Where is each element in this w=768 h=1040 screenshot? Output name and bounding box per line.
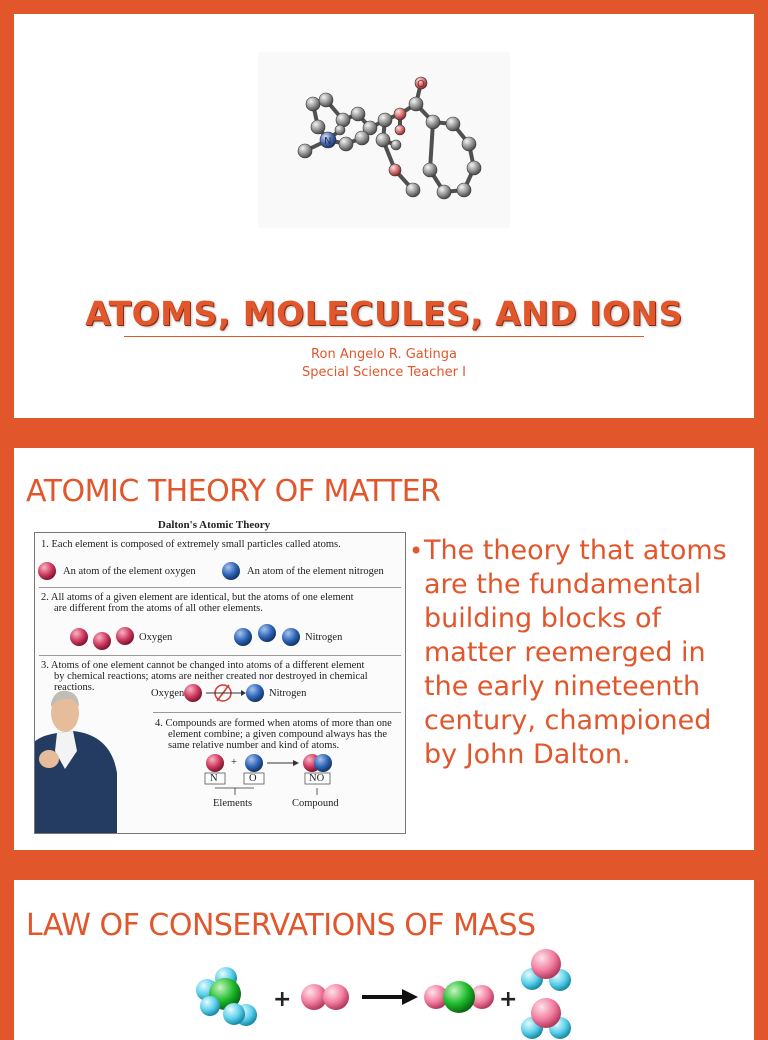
elements-label: Elements: [213, 798, 253, 809]
carbon-dioxide-molecule: [424, 981, 494, 1013]
principle-1-text: 1. Each element is composed of extremely small particles called atoms.: [41, 539, 341, 550]
oxygen-label: Oxygen: [139, 632, 173, 643]
figure-box: [34, 532, 406, 834]
reaction-arrow: [362, 989, 418, 1005]
presentation-title: ATOMS, MOLECULES, AND IONS: [85, 294, 683, 333]
plus-sign: +: [273, 987, 292, 1012]
separator: [39, 587, 401, 588]
principle-3-line-1: 3. Atoms of one element cannot be changed into atoms of a different element: [41, 660, 365, 671]
nitrogen-atom-label: N: [324, 136, 332, 147]
author-name: Ron Angelo R. Gatinga: [311, 347, 457, 362]
nitrogen-atom-caption: An atom of the element nitrogen: [247, 566, 384, 577]
methane-molecule: [196, 967, 257, 1026]
separator: [39, 655, 401, 656]
reaction-diagram: [14, 880, 754, 1040]
n-element-label: N: [210, 773, 218, 784]
slide-title: ATOMIC THEORY OF MATTER: [26, 474, 441, 509]
nitrogen-label: Nitrogen: [305, 632, 343, 643]
title-divider: [124, 336, 644, 337]
compound-label: Compound: [292, 798, 339, 809]
principle-3-line-2: by chemical reactions; atoms are neither created nor destroyed in chemical: [54, 671, 368, 682]
atomic-theory-slide: [14, 448, 754, 850]
principle-4-line-2: element combine; a given compound always has the: [168, 729, 387, 740]
dalton-theory-figure: [20, 518, 408, 848]
title-slide: [14, 14, 754, 418]
conservation-of-mass-slide: [14, 880, 754, 1040]
oxygen-atom-caption: An atom of the element oxygen: [63, 566, 196, 577]
o-element-label: O: [249, 773, 257, 784]
plus-sign: +: [499, 987, 518, 1012]
slide-title: LAW OF CONSERVATIONS OF MASS: [26, 908, 536, 943]
nitrogen-label: Nitrogen: [269, 688, 307, 699]
separator: [153, 712, 401, 713]
bullet-point: [409, 534, 749, 772]
principle-2-line-2: are different from the atoms of all other elements.: [54, 603, 263, 614]
oxygen-molecule: [301, 984, 349, 1010]
molecule-model-image: [258, 52, 510, 228]
figure-heading: Dalton's Atomic Theory: [157, 519, 271, 531]
water-molecules: [521, 949, 571, 1039]
no-compound-label: NO: [309, 773, 325, 784]
bullet-icon: •: [409, 537, 424, 565]
principle-4-line-1: 4. Compounds are formed when atoms of more than one: [155, 718, 392, 729]
principle-2-line-1: 2. All atoms of a given element are identical, but the atoms of one element: [41, 592, 354, 603]
principle-4-line-3: same relative number and kind of atoms.: [168, 740, 340, 751]
bullet-text: The theory that atoms are the fundamental building blocks of matter reemerged in the early nineteenth century, championed by John Dalton.: [424, 535, 727, 770]
author-role: Special Science Teacher I: [302, 365, 466, 380]
plus-sign: +: [231, 757, 237, 768]
oxygen-atom-label: O: [417, 79, 425, 90]
principle-3-line-3: reactions.: [54, 682, 95, 693]
oxygen-label: Oxygen: [151, 688, 185, 699]
